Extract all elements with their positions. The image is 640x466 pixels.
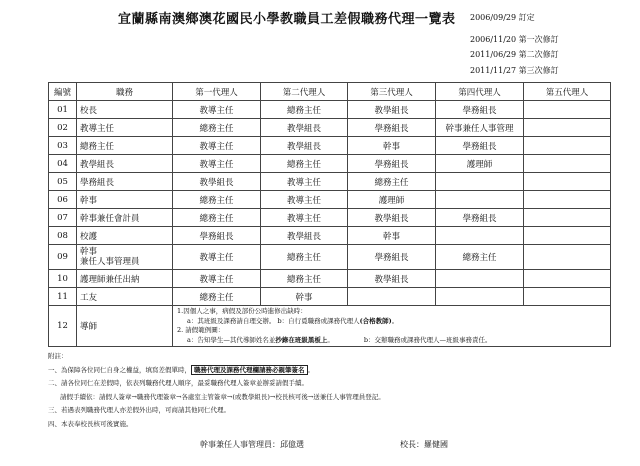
note-line — [177, 317, 606, 327]
personnel-signature: 幹事兼任人事管理員：邱億選 — [200, 440, 304, 449]
proxy-5-cell — [524, 173, 611, 191]
row-duty: 幹事兼任會計員 — [77, 209, 173, 227]
proxy-1-cell: 教導主任 — [173, 270, 261, 288]
row-duty: 教導主任 — [77, 119, 173, 137]
proxy-3-cell: 護理師 — [348, 191, 436, 209]
row-number: 01 — [49, 101, 77, 119]
proxy-2-cell: 總務主任 — [261, 245, 348, 270]
row-number: 07 — [49, 209, 77, 227]
column-header: 第二代理人 — [261, 83, 348, 101]
revision-date: 2006/11/20 第一次修訂 — [470, 34, 559, 44]
proxy-5-cell — [524, 288, 611, 306]
footnote-line — [48, 364, 610, 378]
note-text: 。 — [391, 316, 399, 325]
proxy-4-cell: 學務組長 — [436, 101, 524, 119]
proxy-5-cell — [524, 209, 611, 227]
proxy-5-cell — [524, 155, 611, 173]
row-duty: 教學組長 — [77, 155, 173, 173]
proxy-2-cell: 教導主任 — [261, 209, 348, 227]
row-number: 05 — [49, 173, 77, 191]
note-line — [177, 336, 606, 346]
proxy-4-cell: 總務主任 — [436, 245, 524, 270]
proxy-2-cell: 幹事 — [261, 288, 348, 306]
row-number: 10 — [49, 270, 77, 288]
proxy-3-cell: 學務組長 — [348, 119, 436, 137]
proxy-4-cell — [436, 191, 524, 209]
homeroom-notes — [173, 306, 611, 347]
proxy-2-cell: 教導主任 — [261, 191, 348, 209]
footnotes — [48, 350, 610, 431]
proxy-3-cell — [348, 288, 436, 306]
column-header: 第五代理人 — [524, 83, 611, 101]
proxy-4-cell: 學務組長 — [436, 137, 524, 155]
row-number: 06 — [49, 191, 77, 209]
revision-date: 2011/11/27 第三次修訂 — [470, 65, 559, 75]
proxy-1-cell: 教導主任 — [173, 137, 261, 155]
table-row — [49, 306, 611, 347]
note-emphasis: 抄錄在班級黑板上 — [275, 335, 328, 344]
revision-date: 2006/09/29 訂定 — [470, 13, 535, 22]
row-duty: 學務組長 — [77, 173, 173, 191]
proxy-table — [48, 82, 611, 347]
proxy-2-cell: 總務主任 — [261, 270, 348, 288]
proxy-3-cell: 學務組長 — [348, 155, 436, 173]
proxy-4-cell — [436, 288, 524, 306]
principal-signature: 校長：羅健國 — [400, 440, 448, 449]
proxy-1-cell: 教導主任 — [173, 245, 261, 270]
proxy-3-cell: 幹事 — [348, 227, 436, 245]
footnote-text: 一、為保障各位同仁自身之權益，填寫差假單時， — [48, 365, 191, 374]
proxy-1-cell: 教導主任 — [173, 101, 261, 119]
note-emphasis: (合格教師) — [359, 316, 392, 325]
table-row — [49, 245, 611, 270]
proxy-4-cell: 學務組長 — [436, 209, 524, 227]
proxy-1-cell: 總務主任 — [173, 209, 261, 227]
proxy-2-cell: 總務主任 — [261, 155, 348, 173]
footnote-head: 附註： — [48, 352, 68, 360]
footnote-line: 三、若遇表列職務代理人亦差假外出時，可商請其他同仁代理。 — [48, 406, 230, 414]
proxy-3-cell: 幹事 — [348, 137, 436, 155]
footnote-text: 。 — [307, 365, 314, 374]
row-number: 03 — [49, 137, 77, 155]
table-row — [49, 209, 611, 227]
note-text: a：其班級及課務請自理交辦。 b：自行覓職務或課務代理人 — [187, 316, 360, 325]
proxy-5-cell — [524, 119, 611, 137]
row-number: 12 — [49, 306, 77, 347]
note-text: b：交辦職務或課務代理人—班級事務責任。 — [363, 335, 492, 344]
row-number: 08 — [49, 227, 77, 245]
column-header: 第三代理人 — [348, 83, 436, 101]
proxy-3-cell: 教學組長 — [348, 209, 436, 227]
proxy-5-cell — [524, 270, 611, 288]
note-text: 。 — [327, 335, 334, 344]
proxy-4-cell — [436, 227, 524, 245]
proxy-4-cell — [436, 270, 524, 288]
note-text: a：告知學生—其代導師姓名並 — [187, 335, 276, 344]
table-header-row — [49, 83, 611, 101]
note-line: 1.因個人之事，病假及部份公時進修出缺時： — [177, 307, 307, 315]
row-number: 02 — [49, 119, 77, 137]
proxy-4-cell — [436, 173, 524, 191]
row-duty — [77, 245, 173, 270]
row-duty: 護理師兼任出納 — [77, 270, 173, 288]
proxy-3-cell: 教學組長 — [348, 270, 436, 288]
table-row — [49, 173, 611, 191]
revision-dates — [470, 10, 559, 78]
proxy-1-cell: 總務主任 — [173, 288, 261, 306]
proxy-1-cell: 教學組長 — [173, 173, 261, 191]
table-row — [49, 270, 611, 288]
duty-line: 兼任人事管理員 — [80, 257, 140, 267]
row-number: 11 — [49, 288, 77, 306]
proxy-2-cell: 總務主任 — [261, 101, 348, 119]
proxy-5-cell — [524, 101, 611, 119]
row-duty: 校長 — [77, 101, 173, 119]
column-header: 編號 — [49, 83, 77, 101]
table-row — [49, 288, 611, 306]
revision-date: 2011/06/29 第二次修訂 — [470, 50, 559, 59]
column-header: 第四代理人 — [436, 83, 524, 101]
footnote-line: 請假手續依：請假人簽章→職務代理簽章→各處室主管簽章→(或教學組長)→校長核可後→送兼任人事管理員登記。 — [60, 392, 385, 401]
row-duty: 導師 — [77, 306, 173, 347]
proxy-1-cell: 總務主任 — [173, 191, 261, 209]
proxy-3-cell: 學務組長 — [348, 245, 436, 270]
proxy-1-cell: 總務主任 — [173, 119, 261, 137]
row-number: 04 — [49, 155, 77, 173]
footnote-emphasis: 職務代理及課務代理欄請務必親筆簽名 — [191, 365, 308, 375]
footnote-line: 二、請各位同仁在差假時，依表列職務代理人順序，最妥職務代理人簽章並辦妥請假手續。 — [48, 379, 308, 387]
row-duty: 校護 — [77, 227, 173, 245]
table-row — [49, 101, 611, 119]
proxy-2-cell: 教學組長 — [261, 137, 348, 155]
footnote-line: 四、本表奉校長核可後實施。 — [48, 419, 133, 428]
row-duty: 總務主任 — [77, 137, 173, 155]
proxy-4-cell: 護理師 — [436, 155, 524, 173]
page-title: 宜蘭縣南澳鄉澳花國民小學教職員工差假職務代理一覽表 — [118, 12, 456, 27]
proxy-1-cell: 教導主任 — [173, 155, 261, 173]
note-line: 2. 請假範例圖： — [177, 326, 225, 334]
column-header: 第一代理人 — [173, 83, 261, 101]
proxy-3-cell: 教學組長 — [348, 101, 436, 119]
table-row — [49, 227, 611, 245]
table-row — [49, 155, 611, 173]
proxy-5-cell — [524, 191, 611, 209]
proxy-4-cell: 幹事兼任人事管理 — [436, 119, 524, 137]
table-row — [49, 137, 611, 155]
column-header: 職務 — [77, 83, 173, 101]
proxy-2-cell: 教學組長 — [261, 227, 348, 245]
table-row — [49, 191, 611, 209]
duty-line: 幹事 — [80, 247, 98, 257]
proxy-3-cell: 總務主任 — [348, 173, 436, 191]
proxy-5-cell — [524, 227, 611, 245]
proxy-2-cell: 教導主任 — [261, 173, 348, 191]
proxy-1-cell: 學務組長 — [173, 227, 261, 245]
row-number: 09 — [49, 245, 77, 270]
table-row — [49, 119, 611, 137]
row-duty: 工友 — [77, 288, 173, 306]
row-duty: 幹事 — [77, 191, 173, 209]
proxy-2-cell: 教學組長 — [261, 119, 348, 137]
proxy-5-cell — [524, 245, 611, 270]
proxy-5-cell — [524, 137, 611, 155]
